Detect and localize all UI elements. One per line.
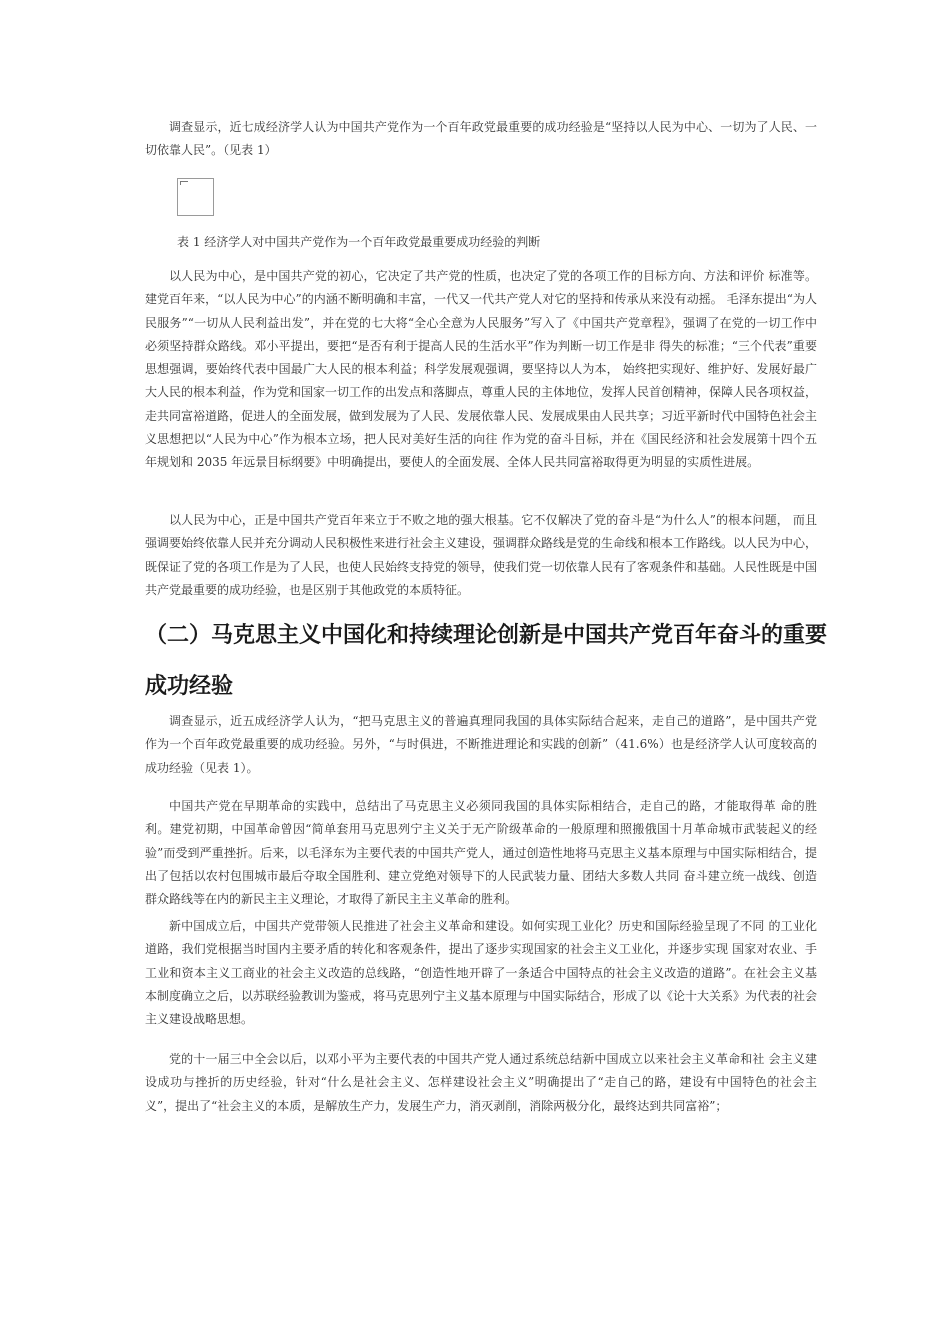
body-paragraph: 以人民为中心，正是中国共产党百年来立于不败之地的强大根基。它不仅解决了党的奋斗是“为什么人”的根本问题， 而且强调要始终依靠人民并充分调动人民积极性来进行社会主义建设，强调群众路线是党的生命线和根本工作路线。以人民为中心，既保证了党的各项工作是为了人民，也使人民始终支持党的领导，使我们党一切依靠人民有了客观条件和基础。人民性既是中国共产党最重要的成功经验，也是区别于其他政党的本质特征。 <box>145 513 818 597</box>
body-paragraph: 中国共产党在早期革命的实践中，总结出了马克思主义必须同我国的具体实际相结合，走自己的路，才能取得革 命的胜利。建党初期，中国革命曾因“简单套用马克思列宁主义关于无产阶级革命的一般原理和照搬俄国十月革命城市武装起义的经验”而受到严重挫折。后来，以毛泽东为主要代表的中国共产党人，通过创造性地将马克思主义基本原理与中国实际相结合，提出了包括以农村包围城市最后夺取全国胜利、建立党绝对领导下的人民武装力量、团结大多数人共同 奋斗建立统一战线、创造群众路线等在内的新民主主义理论，才取得了新民主主义革命的胜利。 <box>145 799 817 907</box>
body-paragraph: 党的十一届三中全会以后，以邓小平为主要代表的中国共产党人通过系统总结新中国成立以来社会主义革命和社 会主义建设成功与挫折的历史经验，针对“什么是社会主义、怎样建设社会主义”明确提出了“走自己的路，建设有中国特色的社会主义”，提出了“社会主义的本质，是解放生产力，发展生产力，消灭剥削，消除两极分化，最终达到共同富裕”； <box>145 1052 817 1113</box>
body-paragraph: 调查显示，近五成经济学人认为，“把马克思主义的普遍真理同我国的具体实际结合起来，走自己的道路”，是中国共产党作为一个百年政党最重要的成功经验。另外，“与时俱进，不断推进理论和实践的创新”（41.6%）也是经济学人认可度较高的成功经验（见表 1）。 <box>145 714 817 775</box>
intro-paragraph: 调查显示，近七成经济学人认为中国共产党作为一个百年政党最重要的成功经验是“坚持以人民为中心、一切为了人民、一切依靠人民”。（见表 1） <box>145 120 817 158</box>
section-heading: （二）马克思主义中国化和持续理论创新是中国共产党百年奋斗的重要成功经验 <box>145 623 828 699</box>
table-caption: 表 1 经济学人对中国共产党作为一个百年政党最重要成功经验的判断 <box>177 235 541 249</box>
body-paragraph: 新中国成立后，中国共产党带领人民推进了社会主义革命和建设。如何实现工业化？历史和国际经验呈现了不同 的工业化道路，我们党根据当时国内主要矛盾的转化和客观条件，提出了逐步实现国家的社会主义工业化，并逐步实现 国家对农业、手工业和资本主义工商业的社会主义改造的总线路，“创造性地开辟了一条适合中国特点的社会主义改造的道路”。在社会主义基本制度确立之后，以苏联经验教训为鉴戒，将马克思列宁主义基本原理与中国实际结合，形成了以《论十大关系》为代表的社会主义建设战略思想。 <box>145 919 818 1027</box>
broken-image-placeholder <box>177 178 214 216</box>
body-paragraph: 以人民为中心，是中国共产党的初心，它决定了共产党的性质，也决定了党的各项工作的目标方向、方法和评价 标准等。建党百年来，“以人民为中心”的内涵不断明确和丰富，一代又一代共产党人对它的坚持和传承从来没有动摇。 毛泽东提出“为人民服务”“一切从人民利益出发”，并在党的七大将“全心全意为人民服务”写入了《中国共产党章程》，强调了在党的一切工作中必须坚持群众路线。邓小平提出，要把“是否有利于提高人民的生活水平”作为判断一切工作是非 得失的标准；“三个代表”重要思想强调，要始终代表中国最广大人民的根本利益；科学发展观强调，要坚持以人为本， 始终把实现好、维护好、发展好最广大人民的根本利益，作为党和国家一切工作的出发点和落脚点，尊重人民的主体地位，发挥人民首创精神，保障人民各项权益，走共同富裕道路，促进人的全面发展，做到发展为了人民、发展依靠人民、发展成果由人民共享；习近平新时代中国特色社会主义思想把以“人民为中心”作为根本立场，把人民对美好生活的向往 作为党的奋斗目标，并在《国民经济和社会发展第十四个五年规划和 2035 年远景目标纲要》中明确提出，要使人的全面发展、全体人民共同富裕取得更为明显的实质性进展。 <box>145 269 818 470</box>
